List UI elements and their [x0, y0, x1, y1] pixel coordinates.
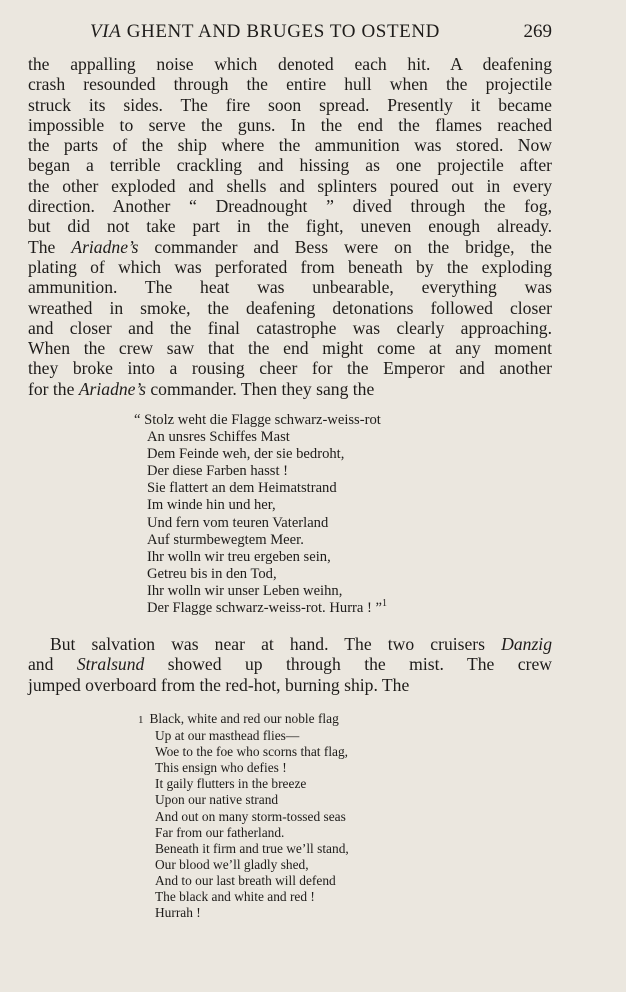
footnote-line [138, 905, 349, 921]
running-title-text: GHENT AND BRUGES TO OSTEND [126, 21, 440, 42]
poem-line-text: Auf sturmbewegtem Meer. [147, 531, 304, 548]
text-line: When the crew saw that the end might come at any moment [28, 338, 552, 359]
footnote-translation [138, 711, 349, 921]
poem-line [134, 480, 387, 497]
text-line: struck its sides. The fire soon spread. Presently it became [28, 94, 552, 115]
footnote-line [138, 889, 349, 905]
footnote-line [138, 744, 349, 760]
footnote-line-text: This ensign who defies ! [155, 760, 287, 776]
footnote-line-text: Far from our fatherland. [155, 824, 285, 840]
german-poem [134, 412, 387, 617]
italic-name: Ariadne’s [78, 378, 146, 399]
poem-line-text: Im winde hin und her, [147, 497, 276, 514]
poem-line [134, 532, 387, 549]
poem-line [134, 463, 387, 480]
text-run: for the [28, 378, 79, 399]
text-run: But salvation was near at hand. The two cruisers [50, 634, 502, 654]
text-run: commander. Then they sang the [145, 378, 375, 399]
text-line: crash resounded through the entire hull when the projectile [28, 74, 552, 95]
footnote-line-text: And to our last breath will defend [155, 872, 336, 888]
text-line: they broke into a rousing cheer for the Emperor and another [28, 358, 552, 379]
footnote-line-text: It gaily flutters in the breeze [155, 776, 307, 792]
poem-line-text: Der Flagge schwarz-weiss-rot. Hurra ! ” [147, 600, 383, 617]
poem-line [134, 600, 387, 617]
text-run: The [28, 236, 72, 257]
poem-line [134, 583, 387, 600]
text-line: wreathed in smoke, the deafening detonations followed closer [28, 297, 552, 318]
footnote-marker: 1 [138, 714, 144, 726]
footnote-line-text: Up at our masthead flies— [155, 728, 300, 744]
poem-line-text: Sie flattert an dem Heimatstrand [147, 480, 337, 497]
page-header [28, 20, 552, 44]
poem-line [134, 412, 387, 429]
footnote-line-text: Beneath it firm and true we’ll stand, [155, 840, 349, 856]
paragraph-1 [28, 54, 552, 399]
poem-line [134, 566, 387, 583]
text-line: ammunition. The heat was unbearable, everything was [28, 277, 552, 298]
text-line [28, 634, 552, 654]
text-line: the other exploded and shells and splinters poured out in every [28, 175, 552, 196]
footnote-reference: 1 [382, 598, 388, 610]
text-line [28, 237, 552, 257]
poem-line [134, 497, 387, 514]
poem-line-text: Und fern vom teuren Vaterland [147, 514, 329, 531]
text-run: showed up through the mist. The crew [144, 654, 552, 675]
footnote-line [138, 776, 349, 792]
footnote-line [138, 760, 349, 776]
footnote-line [138, 792, 349, 808]
italic-name: Ariadne’s [71, 236, 139, 257]
text-line: plating of which was perforated from beneath by the exploding [28, 256, 552, 277]
italic-name: Danzig [501, 634, 552, 654]
text-line [28, 379, 552, 399]
poem-line-text: Getreu bis in den Tod, [147, 565, 277, 582]
poem-line-text: Ihr wolln wir treu ergeben sein, [147, 548, 331, 565]
text-line: impossible to serve the guns. In the end the flames reached [28, 114, 552, 135]
footnote-line-text: Our blood we’ll gladly shed, [155, 856, 309, 872]
text-line: the appalling noise which denoted each hit. A deafening [28, 54, 552, 74]
footnote-line [138, 857, 349, 873]
poem-line-text: Der diese Farben hasst ! [147, 463, 289, 480]
poem-line-text: Ihr wolln wir unser Leben weihn, [147, 582, 343, 599]
footnote-line-text: Woe to the foe who scorns that flag, [155, 744, 349, 760]
footnote-line [138, 728, 349, 744]
poem-line [134, 429, 387, 446]
text-run: and [28, 654, 77, 675]
running-title [90, 20, 440, 44]
footnote-line-text: The black and white and red ! [155, 889, 315, 905]
footnote-line [138, 873, 349, 889]
text-line [28, 654, 552, 674]
poem-line [134, 446, 387, 463]
poem-line-text: Dem Feinde weh, der sie bedroht, [147, 446, 345, 463]
poem-line-text: An unsres Schiffes Mast [147, 429, 290, 446]
italic-name: Stralsund [76, 654, 145, 675]
poem-line [134, 549, 387, 566]
text-line: but did not take part in the fight, uneven enough already. [28, 216, 552, 237]
footnote-line [138, 841, 349, 857]
text-line: jumped overboard from the red-hot, burning ship. The [28, 674, 410, 695]
text-line: direction. Another “ Dreadnought ” dived through the fog, [28, 196, 552, 217]
page-number: 269 [523, 21, 552, 42]
text-line: and closer and the final catastrophe was clearly approaching. [28, 317, 552, 338]
footnote-line-text: Black, white and red our noble flag [149, 711, 339, 726]
footnote-line [138, 809, 349, 825]
footnote-line-text: Upon our native strand [155, 792, 279, 808]
text-line: began a terrible crackling and hissing as one projectile after [28, 155, 552, 176]
text-line: the parts of the ship where the ammunition was stored. Now [28, 135, 552, 156]
running-title-italic: VIA [90, 21, 122, 42]
poem-line-text: “ Stolz weht die Flagge schwarz-weiss-rot [134, 412, 381, 428]
paragraph-2 [28, 634, 552, 695]
text-run: commander and Bess were on the bridge, the [138, 236, 552, 257]
poem-line [134, 515, 387, 532]
footnote-line-text: And out on many storm-tossed seas [155, 808, 346, 824]
footnote-line [138, 711, 349, 728]
footnote-line-text: Hurrah ! [155, 905, 201, 921]
footnote-line [138, 825, 349, 841]
